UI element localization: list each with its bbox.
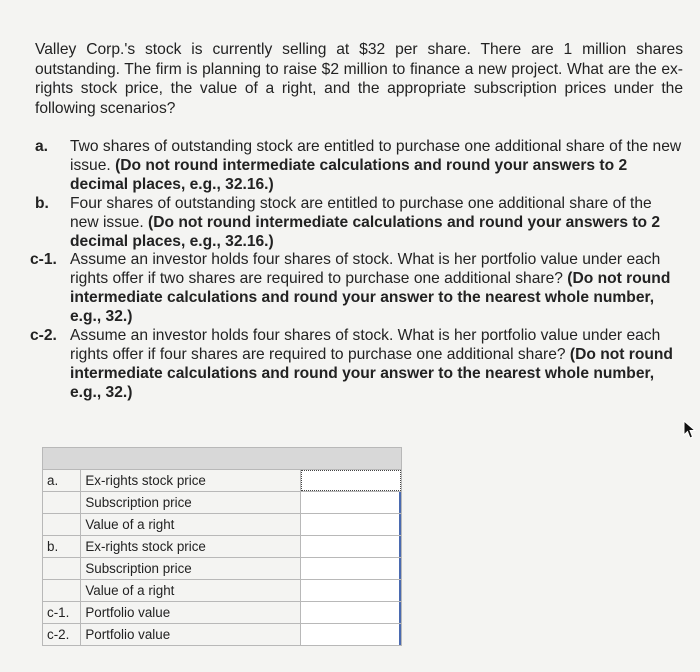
value-of-right-b-input[interactable]: [301, 580, 401, 601]
row-label: [43, 558, 81, 580]
question-text: [70, 194, 682, 251]
row-description: Ex-rights stock price: [81, 536, 301, 558]
table-row: [43, 580, 402, 602]
table-row: [43, 558, 402, 580]
row-label: c-1.: [43, 602, 81, 624]
row-description: Portfolio value: [81, 624, 301, 646]
table-row: [43, 602, 402, 624]
question-label: c-1.: [30, 251, 57, 268]
answer-cell: [301, 514, 402, 536]
row-description: Value of a right: [81, 580, 301, 602]
subscription-price-b-input[interactable]: [301, 558, 401, 579]
question-label: a.: [35, 138, 49, 155]
question-instruction: (Do not round intermediate calculations and round your answers to 2 decimal places, e.g., 32.16.): [70, 157, 628, 193]
question-body: Assume an investor holds four shares of stock. What is her portfolio value under each rights offer if four shares are required to purchase one additional share?: [70, 327, 661, 363]
portfolio-value-c1-input[interactable]: [301, 602, 401, 623]
row-label: [43, 492, 81, 514]
problem-intro: Valley Corp.'s stock is currently selling at $32 per share. There are 1 million shares outstanding. The firm is planning to raise $2 million to finance a new project. What are the ex-rights stock price, the value of a right, and the appropriate subscription prices under the following scenarios?: [35, 41, 683, 117]
subscription-price-a-input[interactable]: [301, 492, 401, 513]
table-row: [43, 514, 402, 536]
question-instruction: (Do not round intermediate calculations and round your answer to the nearest whole number, e.g., 32.): [70, 270, 671, 325]
question-label: b.: [35, 195, 49, 212]
table-row: [43, 536, 402, 558]
ex-rights-price-a-input[interactable]: [301, 470, 401, 491]
answer-table: [42, 447, 402, 646]
mouse-pointer-icon: [683, 420, 697, 440]
question-c1: [30, 250, 683, 328]
portfolio-value-c2-input[interactable]: [301, 624, 401, 645]
table-header-row: [43, 448, 402, 470]
question-body: Assume an investor holds four shares of stock. What is her portfolio value under each rights offer if two shares are required to purchase one additional share?: [70, 251, 661, 287]
question-body: Two shares of outstanding stock are entitled to purchase one additional share of the new issue.: [70, 138, 682, 174]
answer-cell: [301, 536, 402, 558]
ex-rights-price-b-input[interactable]: [301, 536, 401, 557]
row-description: Ex-rights stock price: [81, 470, 301, 492]
value-of-right-a-input[interactable]: [301, 514, 401, 535]
row-description: Subscription price: [81, 492, 301, 514]
question-text: [70, 326, 682, 402]
row-label: a.: [43, 470, 81, 492]
table-row: [43, 492, 402, 514]
question-c2: [30, 326, 683, 404]
row-label: c-2.: [43, 624, 81, 646]
question-a: [35, 137, 683, 197]
table-header-cell: [43, 448, 402, 470]
answer-cell: [301, 624, 402, 646]
answer-cell: [301, 492, 402, 514]
row-description: Portfolio value: [81, 602, 301, 624]
row-label: [43, 514, 81, 536]
answer-cell: [301, 602, 402, 624]
answer-cell: [301, 580, 402, 602]
row-label: [43, 580, 81, 602]
question-text: [70, 137, 682, 194]
row-description: Subscription price: [81, 558, 301, 580]
question-body: Four shares of outstanding stock are entitled to purchase one additional share of the new issue.: [70, 195, 652, 231]
row-description: Value of a right: [81, 514, 301, 536]
question-instruction: (Do not round intermediate calculations and round your answers to 2 decimal places, e.g., 32.16.): [70, 214, 661, 250]
answer-cell: [301, 558, 402, 580]
row-label: b.: [43, 536, 81, 558]
table-row: [43, 624, 402, 646]
question-b: [35, 194, 683, 254]
question-instruction: (Do not round intermediate calculations and round your answer to the nearest whole number, e.g., 32.): [70, 346, 673, 401]
question-text: [70, 250, 682, 326]
table-row: [43, 470, 402, 492]
answer-cell: [301, 470, 402, 492]
question-label: c-2.: [30, 327, 57, 344]
